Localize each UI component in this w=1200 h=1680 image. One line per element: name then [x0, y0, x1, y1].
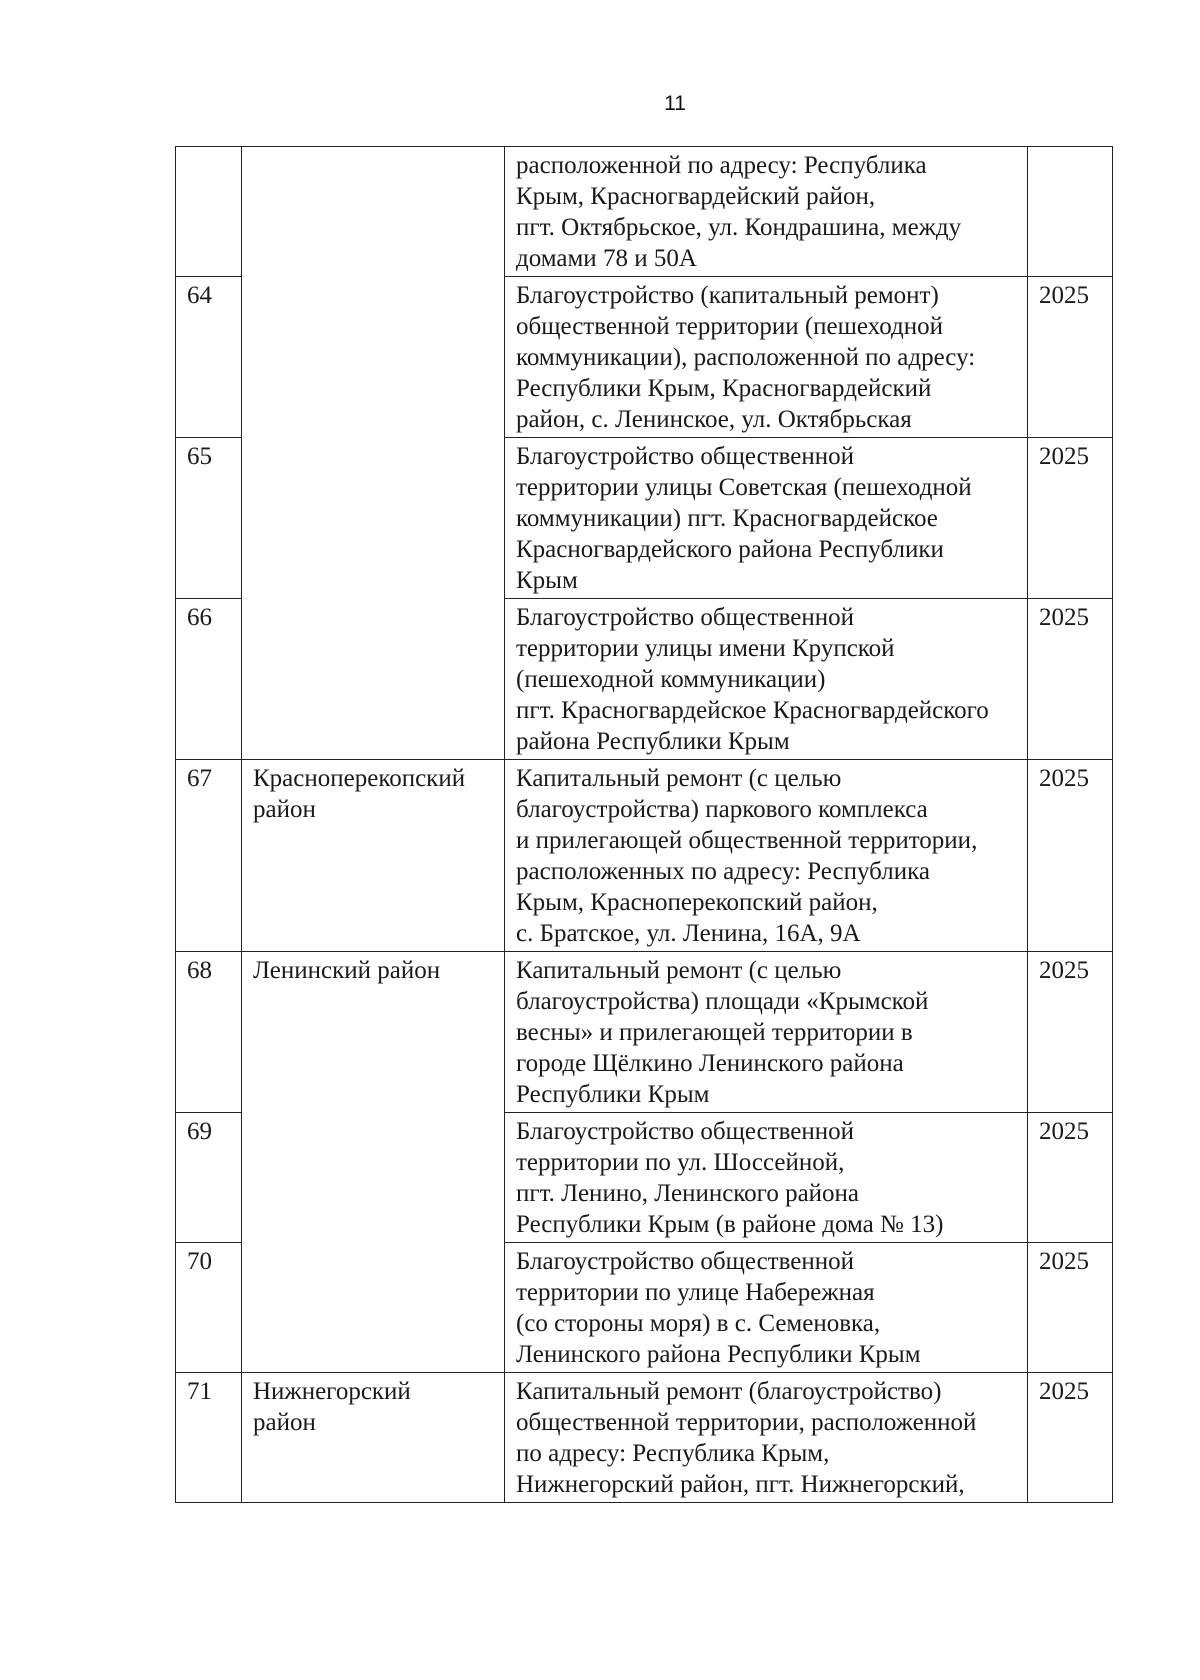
table-row — [176, 952, 1113, 1113]
page-number: 11 — [664, 92, 686, 115]
row-number: 66 — [176, 599, 242, 760]
project-description: Благоустройство общественной территории по ул. Шоссейной, пгт. Ленино, Ленинского района Республики Крым (в районе дома № 13) — [505, 1113, 1028, 1243]
project-year: 2025 — [1028, 1113, 1113, 1243]
project-year: 2025 — [1028, 1373, 1113, 1503]
project-description: Капитальный ремонт (с целью благоустройства) площади «Крымской весны» и прилегающей территории в городе Щёлкино Ленинского района Республики Крым — [505, 952, 1028, 1113]
row-number: 69 — [176, 1113, 242, 1243]
table-row — [176, 147, 1113, 277]
row-number: 70 — [176, 1243, 242, 1373]
project-year: 2025 — [1028, 277, 1113, 438]
row-number: 64 — [176, 277, 242, 438]
project-description: расположенной по адресу: Республика Крым, Красногвардейский район, пгт. Октябрьское, ул. Кондрашина, между домами 78 и 50А — [505, 147, 1028, 277]
district-cell: Нижнегорский район — [242, 1373, 505, 1503]
project-year: 2025 — [1028, 438, 1113, 599]
row-number: 65 — [176, 438, 242, 599]
project-description: Капитальный ремонт (с целью благоустройства) паркового комплекса и прилегающей общественной территории, расположенных по адресу: Республика Крым, Красноперекопский район, с. Братское, ул. Ленина, 16А, 9А — [505, 760, 1028, 952]
project-year: 2025 — [1028, 952, 1113, 1113]
projects-table — [175, 146, 1113, 1503]
project-year — [1028, 147, 1113, 277]
row-number: 68 — [176, 952, 242, 1113]
table-row — [176, 1373, 1113, 1503]
project-description: Благоустройство общественной территории улицы имени Крупской (пешеходной коммуникации) пгт. Красногвардейское Красногвардейского района Республики Крым — [505, 599, 1028, 760]
district-cell — [242, 147, 505, 760]
row-number: 71 — [176, 1373, 242, 1503]
project-year: 2025 — [1028, 599, 1113, 760]
row-number — [176, 147, 242, 277]
row-number: 67 — [176, 760, 242, 952]
project-description: Капитальный ремонт (благоустройство) общественной территории, расположенной по адресу: Республика Крым, Нижнегорский район, пгт. Нижнегорский, — [505, 1373, 1028, 1503]
table-row — [176, 760, 1113, 952]
project-description: Благоустройство (капитальный ремонт) общественной территории (пешеходной коммуникации), расположенной по адресу: Республики Крым, Красногвардейский район, с. Ленинское, ул. Октябрьская — [505, 277, 1028, 438]
district-cell: Красноперекопский район — [242, 760, 505, 952]
project-year: 2025 — [1028, 760, 1113, 952]
project-description: Благоустройство общественной территории по улице Набережная (со стороны моря) в с. Семеновка, Ленинского района Республики Крым — [505, 1243, 1028, 1373]
project-description: Благоустройство общественной территории улицы Советская (пешеходной коммуникации) пгт. Красногвардейское Красногвардейского района Республики Крым — [505, 438, 1028, 599]
district-cell: Ленинский район — [242, 952, 505, 1373]
project-year: 2025 — [1028, 1243, 1113, 1373]
